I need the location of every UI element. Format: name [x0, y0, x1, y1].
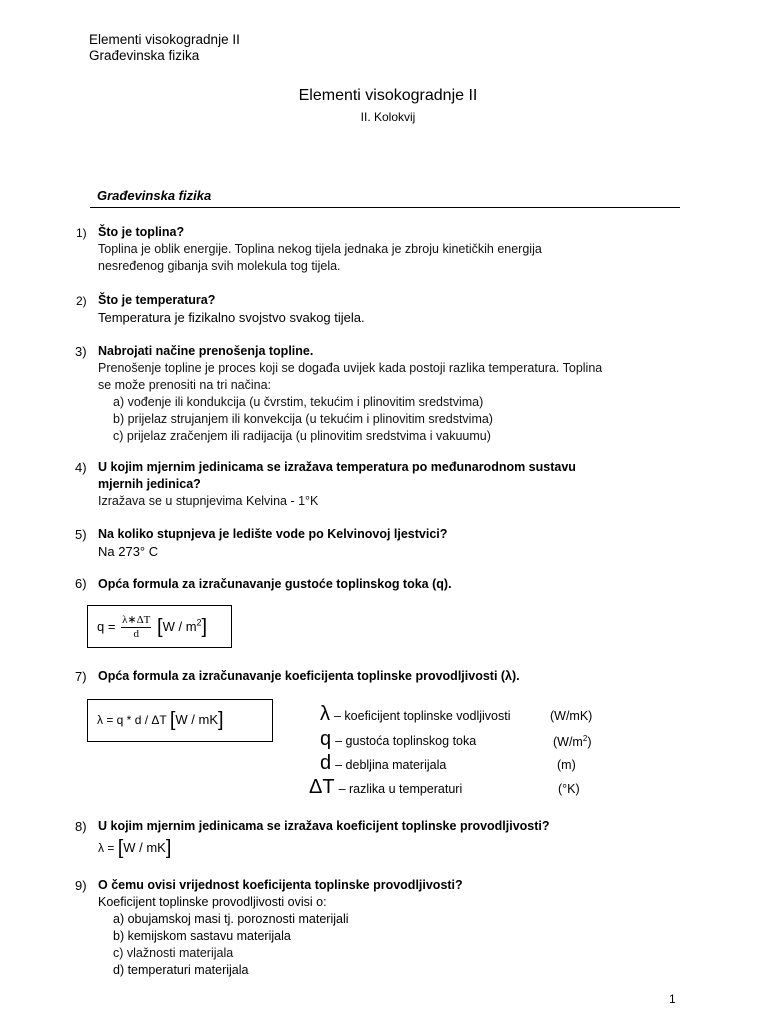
q1-number: 1) — [76, 226, 87, 240]
q4-question-line: mjernih jedinica? — [98, 477, 201, 491]
q4-question — [98, 459, 576, 493]
q6-unit-bracket-close: ] — [201, 615, 208, 638]
legend-row-d — [320, 752, 446, 775]
legend-row-q — [320, 728, 476, 751]
legend-symbol: q — [320, 728, 332, 750]
legend-unit-sup: 2 — [582, 734, 588, 743]
q5-question: Na koliko stupnjeva je ledište vode po Kelvinovoj ljestvici? — [98, 527, 448, 541]
legend-row-lambda — [320, 703, 510, 726]
q1-question: Što je toplina? — [98, 225, 185, 239]
q6-question: Opća formula za izračunavanje gustoće toplinskog toka (q). — [98, 577, 452, 591]
q9-list-item: a) obujamskoj masi tj. poroznosti materijali — [113, 912, 349, 926]
q3-answer-line: Prenošenje topline je proces koji se događa uvijek kada postoji razlika temperatura. Toplina — [98, 361, 603, 375]
q9-list-item: d) temperaturi materijala — [113, 963, 249, 977]
legend-unit-lambda: (W/mK) — [550, 709, 593, 723]
q8-unit-bracket-open: [ — [117, 837, 124, 859]
q9-answer — [98, 894, 349, 979]
q3-answer-line: se može prenositi na tri načina: — [98, 378, 272, 392]
q3-question: Nabrojati načine prenošenja topline. — [98, 344, 314, 358]
q8-answer — [98, 839, 171, 857]
q4-question-line: U kojim mjernim jedinicama se izražava temperatura po međunarodnom sustavu — [98, 460, 576, 474]
legend-symbol: λ — [320, 703, 330, 725]
legend-unit-q — [553, 734, 591, 749]
q9-question: O čemu ovisi vrijednost koeficijenta toplinske provodljivosti? — [98, 878, 463, 892]
q3-number: 3) — [75, 344, 87, 359]
header-line-2: Građevinska fizika — [89, 48, 200, 63]
q8-answer-lhs: λ = — [98, 841, 115, 855]
section-heading: Građevinska fizika — [97, 188, 212, 203]
q6-formula-unit: W / m — [162, 618, 197, 634]
legend-description: – razlika u temperaturi — [338, 782, 463, 796]
q2-answer: Temperatura je fizikalno svojstvo svakog tijela. — [98, 310, 365, 325]
legend-description: – gustoća toplinskog toka — [335, 734, 477, 748]
q5-number: 5) — [75, 527, 87, 542]
q3-list-item: b) prijelaz strujanjem ili konvekcija (u tekućim i plinovitim sredstvima) — [113, 412, 493, 426]
running-header — [89, 32, 240, 64]
q6-formula-fraction — [121, 614, 151, 641]
q1-answer-line: Toplina je oblik energije. Toplina nekog tijela jednaka je zbroju kinetičkih energija — [98, 242, 542, 256]
legend-unit: (W/m — [553, 735, 583, 750]
header-line-1: Elementi visokogradnje II — [89, 32, 240, 47]
legend-row-delta-t — [309, 776, 462, 799]
legend-description: – koeficijent toplinske vodljivosti — [334, 709, 511, 723]
q9-answer-intro: Koeficijent toplinske provodljivosti ovisi o: — [98, 895, 327, 909]
legend-symbol: d — [320, 752, 332, 774]
q6-unit-bracket-open: [ — [157, 615, 163, 638]
q8-unit-bracket-close: ] — [165, 837, 172, 859]
q9-number: 9) — [75, 878, 87, 893]
q2-question: Što je temperatura? — [98, 293, 216, 307]
q6-formula-box — [87, 605, 232, 648]
document-subtitle: II. Kolokvij — [360, 110, 416, 124]
legend-unit-d: (m) — [557, 758, 576, 772]
document-title: Elementi visokogradnje II — [298, 87, 478, 104]
section-rule — [90, 207, 680, 208]
page-number: 1 — [669, 992, 676, 1006]
q7-question: Opća formula za izračunavanje koeficijenta toplinske provodljivosti (λ). — [98, 669, 520, 683]
q8-answer-unit: W / mK — [123, 840, 166, 855]
q4-answer: Izražava se u stupnjevima Kelvina - 1°K — [98, 494, 319, 508]
q7-number: 7) — [75, 669, 87, 684]
q9-list-item: b) kemijskom sastavu materijala — [113, 929, 291, 943]
legend-unit-tail: ) — [587, 735, 592, 750]
legend-unit-delta-t: (°K) — [558, 782, 580, 796]
q5-answer: Na 273° C — [98, 544, 159, 559]
q7-formula-unit: W / mK — [175, 712, 219, 727]
q3-list-item: a) vođenje ili kondukcija (u čvrstim, tekućim i plinovitim sredstvima) — [113, 395, 484, 409]
q6-formula-numerator: λ∗ΔT — [122, 614, 151, 626]
q8-number: 8) — [75, 819, 87, 834]
q6-formula-unit-sup: 2 — [196, 617, 202, 628]
q8-question: U kojim mjernim jedinicama se izražava koeficijent toplinske provodljivosti? — [98, 819, 550, 833]
q1-answer-line: nesređenog gibanja svih molekula tog tijela. — [98, 259, 341, 273]
q1-answer — [98, 241, 542, 275]
q6-formula-denominator: d — [133, 628, 139, 640]
q7-formula-text: λ = q * d / ΔT — [97, 713, 167, 727]
q7-formula — [97, 709, 224, 732]
q3-list-item: c) prijelaz zračenjem ili radijacija (u plinovitim sredstvima i vakuumu) — [113, 429, 491, 443]
q2-number: 2) — [76, 294, 87, 308]
q6-formula-lhs: q = — [97, 618, 116, 634]
q7-unit-bracket-open: [ — [169, 709, 176, 731]
q9-list-item: c) vlažnosti materijala — [113, 946, 234, 960]
legend-symbol: ΔT — [309, 776, 335, 798]
q7-unit-bracket-close: ] — [218, 709, 224, 731]
q6-number: 6) — [75, 576, 87, 591]
q3-answer — [98, 360, 602, 445]
q4-number: 4) — [75, 460, 87, 475]
legend-description: – debljina materijala — [335, 758, 447, 772]
q7-formula-box — [87, 699, 273, 742]
q6-formula — [97, 614, 207, 641]
